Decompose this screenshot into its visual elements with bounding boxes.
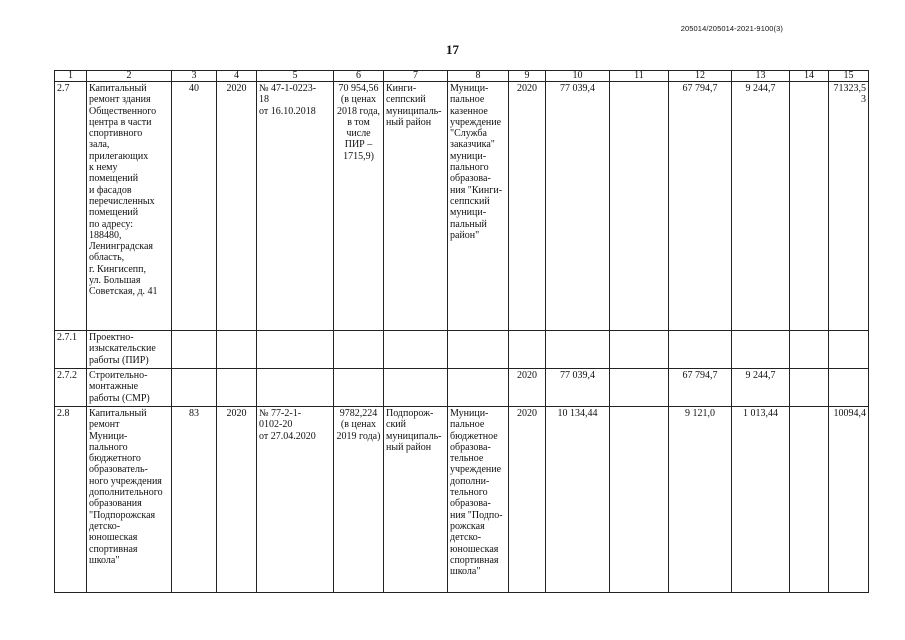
col-number: 5 [257, 71, 334, 82]
cell-col10: 77 039,4 [546, 82, 610, 331]
cell-col7 [384, 369, 448, 407]
cell-col5 [257, 331, 334, 369]
cell-col9: 2020 [509, 369, 546, 407]
column-number-row [55, 71, 869, 82]
cell-col3: 40 [172, 82, 217, 331]
col-number: 9 [509, 71, 546, 82]
col-number: 2 [87, 71, 172, 82]
cell-col4 [217, 331, 257, 369]
cell-col3 [172, 369, 217, 407]
cell-col15 [829, 331, 869, 369]
cell-col6 [334, 369, 384, 407]
object-name: Капитальный ремонт Муници- пального бюджетного образователь- ного учреждения дополнительного образования "Подпорожская детско- юношеская спортивная школа" [87, 407, 172, 593]
col-number: 10 [546, 71, 610, 82]
col-number: 12 [669, 71, 732, 82]
cell-col8: Муници- пальное бюджетное образова- тельное учреждение дополни- тельного образова- ния "Подпо- рожская детско- юношеская спортивная школа" [448, 407, 509, 593]
cell-col7 [384, 331, 448, 369]
cell-col10: 77 039,4 [546, 369, 610, 407]
cell-col10: 10 134,44 [546, 407, 610, 593]
cell-col5 [257, 369, 334, 407]
col-number: 11 [610, 71, 669, 82]
table-row [55, 82, 869, 331]
object-name: Проектно- изыскательские работы (ПИР) [87, 331, 172, 369]
col-number: 1 [55, 71, 87, 82]
cell-col5: № 77-2-1- 0102-20 от 27.04.2020 [257, 407, 334, 593]
page-number: 17 [446, 42, 459, 57]
row-number: 2.7.2 [55, 369, 87, 407]
cell-col6: 9782,224 (в ценах 2019 года) [334, 407, 384, 593]
cell-col14 [790, 369, 829, 407]
cell-col12: 67 794,7 [669, 82, 732, 331]
cell-col15: 71323,53 [829, 82, 869, 331]
cell-col11 [610, 369, 669, 407]
cell-col3: 83 [172, 407, 217, 593]
cell-col9: 2020 [509, 82, 546, 331]
cell-col13: 9 244,7 [732, 369, 790, 407]
cell-col3 [172, 331, 217, 369]
object-name: Строительно- монтажные работы (СМР) [87, 369, 172, 407]
cell-col8 [448, 369, 509, 407]
cell-col12: 9 121,0 [669, 407, 732, 593]
cell-col15 [829, 369, 869, 407]
cell-col7: Кинги- сеппский муниципаль- ный район [384, 82, 448, 331]
row-number: 2.8 [55, 407, 87, 593]
col-number: 13 [732, 71, 790, 82]
cell-col9: 2020 [509, 407, 546, 593]
cell-col14 [790, 407, 829, 593]
table-row [55, 331, 869, 369]
col-number: 7 [384, 71, 448, 82]
cell-col13: 1 013,44 [732, 407, 790, 593]
cell-col11 [610, 82, 669, 331]
cell-col10 [546, 331, 610, 369]
col-number: 3 [172, 71, 217, 82]
cell-col12: 67 794,7 [669, 369, 732, 407]
cell-col14 [790, 331, 829, 369]
cell-col15: 10094,4 [829, 407, 869, 593]
cell-col11 [610, 407, 669, 593]
cell-col8 [448, 331, 509, 369]
cell-col6 [334, 331, 384, 369]
cell-col5: № 47-1-0223- 18 от 16.10.2018 [257, 82, 334, 331]
cell-col4 [217, 369, 257, 407]
table-row [55, 407, 869, 593]
cell-col12 [669, 331, 732, 369]
cell-col13: 9 244,7 [732, 82, 790, 331]
cell-col11 [610, 331, 669, 369]
cell-col14 [790, 82, 829, 331]
col-number: 14 [790, 71, 829, 82]
cell-col8: Муници- пальное казенное учреждение "Служба заказчика" муници- пального образова- ния "Кинги- сеппский муници- пальный район" [448, 82, 509, 331]
col-number: 15 [829, 71, 869, 82]
estimate-table [54, 70, 869, 593]
object-name: Капитальный ремонт здания Общественного центра в части спортивного зала, прилегающих к нему помещений и фасадов перечисленных помещений по адресу: 188480, Ленинградская область, г. Кингисепп, ул. Большая Советская, д. 41 [87, 82, 172, 331]
col-number: 6 [334, 71, 384, 82]
row-number: 2.7 [55, 82, 87, 331]
col-number: 8 [448, 71, 509, 82]
cell-col6: 70 954,56 (в ценах 2018 года, в том числе ПИР – 1715,9) [334, 82, 384, 331]
cell-col13 [732, 331, 790, 369]
cell-col4: 2020 [217, 82, 257, 331]
cell-col9 [509, 331, 546, 369]
col-number: 4 [217, 71, 257, 82]
cell-col4: 2020 [217, 407, 257, 593]
row-number: 2.7.1 [55, 331, 87, 369]
cell-col7: Подпорож- ский муниципаль- ный район [384, 407, 448, 593]
table-row [55, 369, 869, 407]
document-code: 205014/205014-2021-9100(3) [680, 24, 783, 33]
